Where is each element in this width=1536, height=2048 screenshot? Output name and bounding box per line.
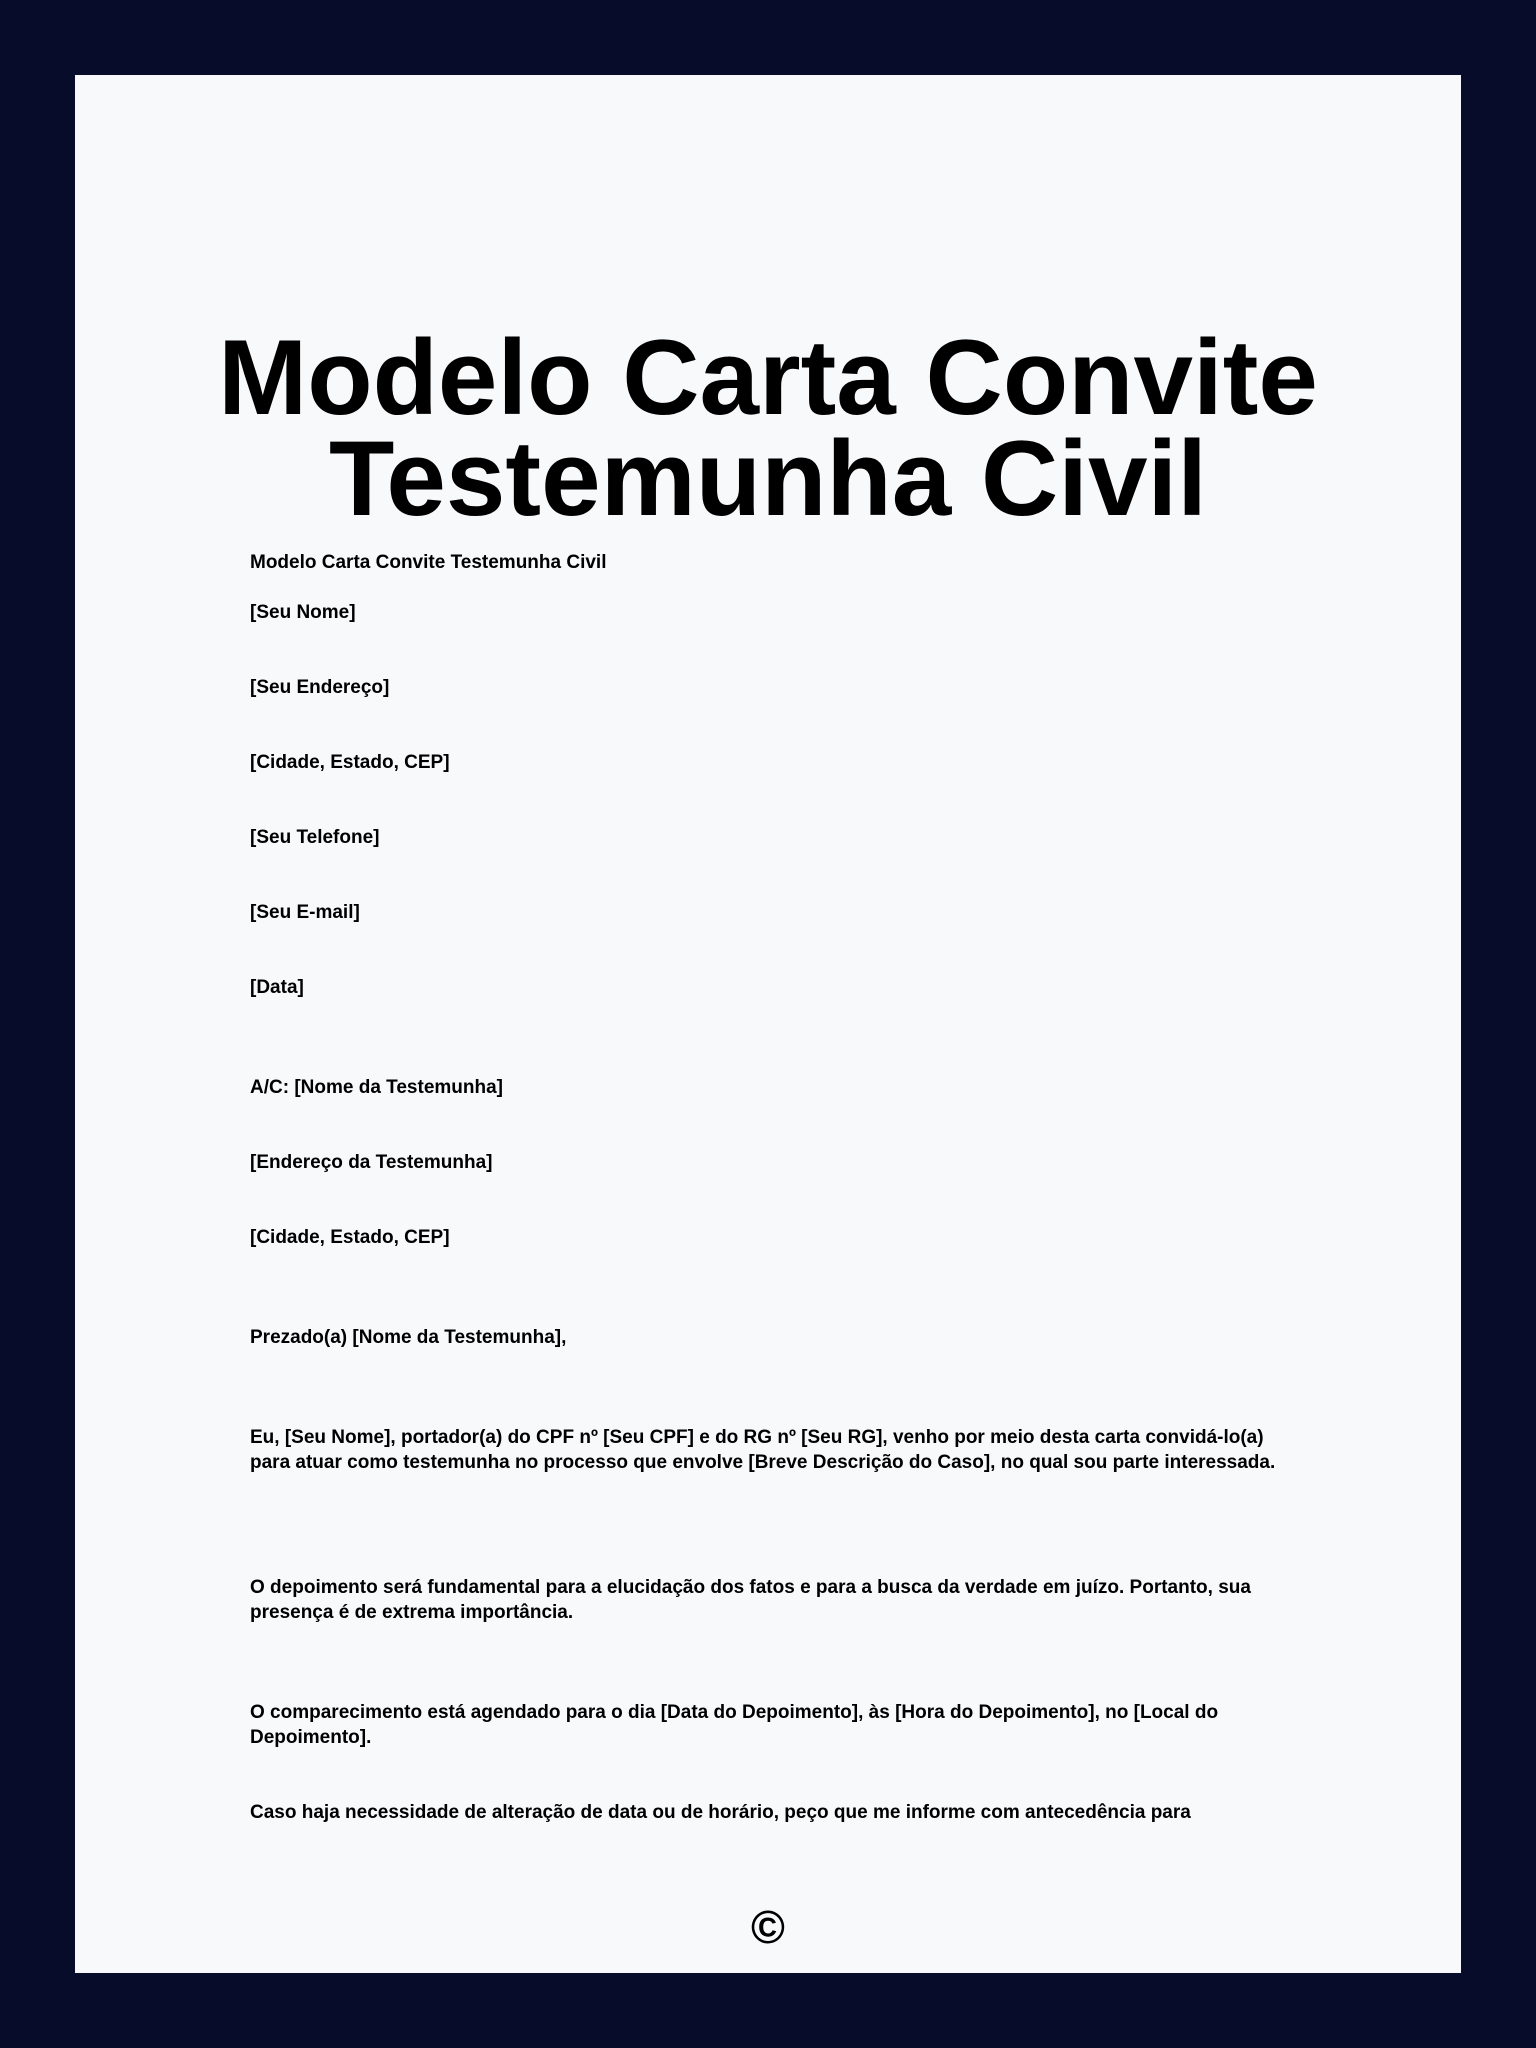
body-paragraph: O depoimento será fundamental para a elucidação dos fatos e para a busca da verdade em juízo. Portanto, sua presença é de extrema importância. — [250, 1577, 1251, 1623]
body-paragraph: Caso haja necessidade de alteração de data ou de horário, peço que me informe com antecedência para — [250, 1802, 1191, 1823]
letter-greeting: Prezado(a) [Nome da Testemunha], — [250, 1327, 567, 1348]
title-line-1: Modelo Carta Convite — [218, 317, 1318, 437]
sender-address: [Seu Endereço] — [250, 677, 390, 698]
sender-phone: [Seu Telefone] — [250, 827, 380, 848]
body-paragraph: O comparecimento está agendado para o dia [Data do Depoimento], às [Hora do Depoimento], no [Local do Depoimento]. — [250, 1702, 1219, 1748]
sender-city: [Cidade, Estado, CEP] — [250, 752, 450, 773]
recipient-city: [Cidade, Estado, CEP] — [250, 1227, 450, 1248]
copyright-icon: © — [751, 1901, 785, 1953]
document-page — [75, 75, 1461, 1973]
recipient-attention: A/C: [Nome da Testemunha] — [250, 1077, 504, 1098]
sender-email: [Seu E-mail] — [250, 902, 360, 923]
document-subtitle: Modelo Carta Convite Testemunha Civil — [250, 552, 607, 573]
recipient-address: [Endereço da Testemunha] — [250, 1152, 493, 1173]
document-title — [75, 317, 1461, 538]
title-line-2: Testemunha Civil — [329, 418, 1207, 538]
letter-date: [Data] — [250, 977, 304, 998]
sender-name: [Seu Nome] — [250, 602, 356, 623]
body-paragraph: Eu, [Seu Nome], portador(a) do CPF nº [Seu CPF] e do RG nº [Seu RG], venho por meio desta carta convidá-lo(a) para atuar como testemunha no processo que envolve [Breve Descrição do Caso], no qual sou parte interessada. — [250, 1427, 1276, 1473]
